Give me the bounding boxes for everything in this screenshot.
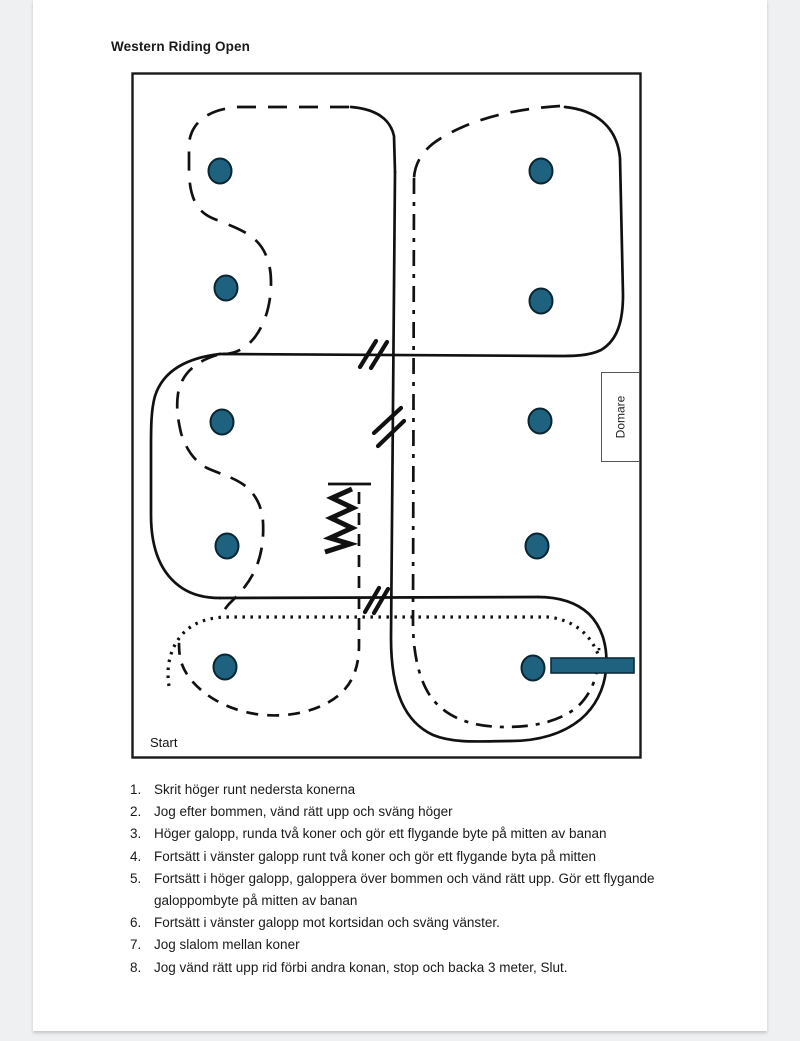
instruction-text: Fortsätt i vänster galopp runt två koner och gör ett flygande byta på mitten [154,848,596,864]
instruction-item [130,779,770,801]
instruction-number: 6. [130,915,142,931]
instruction-list [130,779,770,979]
cone [522,656,545,681]
instruction-item [130,823,770,845]
instruction-text: Skrit höger runt nedersta konerna [154,782,356,797]
instruction-number: 2. [130,804,142,820]
instruction-number: 1. [130,782,142,797]
judge-label: Domare [613,395,628,439]
instruction-number: 8. [130,959,142,975]
instruction-text: Jog efter bommen, vänd rätt upp och sväng höger [154,804,453,820]
path-lower-horizontal-solid [220,597,538,598]
instruction-text: Fortsätt i höger galopp, galoppera över bommen och vänd rätt upp. Gör ett flygande galoppombyte på mitten av banan [154,870,655,909]
instruction-text: Jog vänd rätt upp rid förbi andra konan, stop och backa 3 meter, Slut. [154,959,568,975]
cone [209,159,232,184]
course-diagram [33,0,800,780]
instruction-text: Jog slalom mellan koner [154,937,300,953]
cone [530,159,553,184]
instruction-item [130,801,770,823]
pole-bommen [551,658,634,673]
instruction-number: 7. [130,937,142,953]
cone [214,655,237,680]
cone [526,534,549,559]
cone [216,534,239,559]
instruction-number: 3. [130,826,142,842]
cone [215,276,238,301]
cone [211,410,234,435]
start-label: Start [150,735,178,750]
instruction-number: 5. [130,870,142,886]
instruction-item [130,934,770,956]
instruction-item [130,846,770,868]
instruction-text: Fortsätt i vänster galopp mot kortsidan och sväng vänster. [154,915,500,931]
cone [529,409,552,434]
instruction-text: Höger galopp, runda två koner och gör ett flygande byte på mitten av banan [154,826,607,842]
cone [530,289,553,314]
judge-box [601,372,640,462]
instruction-item [130,912,770,934]
instruction-item [130,957,770,979]
instruction-number: 4. [130,848,142,864]
page-title: Western Riding Open [111,39,250,54]
document-page [33,0,767,1031]
instruction-item [130,868,770,912]
